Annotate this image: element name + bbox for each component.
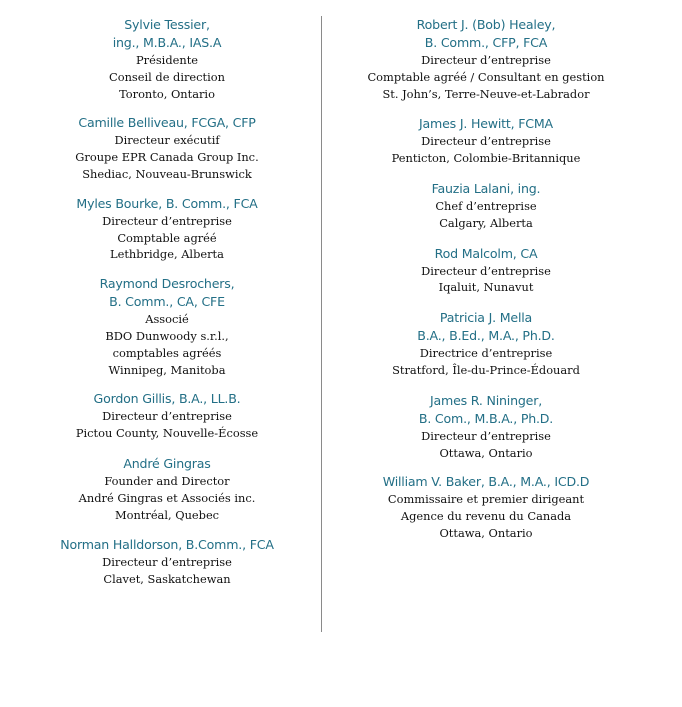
member-detail: Ottawa, Ontario [439, 525, 533, 540]
member-detail: St. John’s, Terre-Neuve-et-Labrador [382, 86, 590, 101]
member-detail: Directeur d’entreprise [102, 213, 232, 228]
member-detail: Directrice d’entreprise [419, 346, 553, 361]
member-detail: Clavet, Saskatchewan [103, 572, 231, 587]
member-detail: Stratford, Île-du-Prince-Édouard [392, 362, 580, 377]
member-detail: Ottawa, Ontario [439, 445, 533, 460]
directory-entry [346, 16, 626, 102]
member-name: B. Comm., CFP, FCA [424, 35, 548, 50]
member-name: William V. Baker, B.A., M.A., ICD.D [382, 474, 590, 490]
member-detail: Penticton, Colombie-Britannique [391, 151, 581, 166]
member-name: Norman Halldorson, B.Comm., FCA [60, 537, 274, 553]
directory-entry [2, 16, 332, 102]
member-name: Myles Bourke, B. Comm., FCA [76, 195, 258, 211]
member-detail: Conseil de direction [109, 69, 225, 84]
member-name: B. Comm., CA, CFE [109, 294, 225, 310]
member-detail: Founder and Director [104, 473, 230, 488]
directory-entry [346, 392, 626, 462]
member-detail: Comptable agréé / Consultant en gestion [367, 69, 605, 84]
member-name: André Gingras [123, 455, 211, 471]
member-name: ing., M.B.A., IAS.A [112, 35, 222, 50]
member-detail: Commissaire et premier dirigeant [387, 492, 585, 507]
directory-entry [2, 455, 332, 523]
member-detail: Associé [145, 312, 189, 327]
member-detail: Iqaluit, Nunavut [438, 280, 534, 295]
directory-entry [2, 536, 332, 588]
member-name: Robert J. (Bob) Healey, [416, 17, 556, 32]
member-name: Camille Belliveau, FCGA, CFP [78, 115, 256, 131]
directory-entry [346, 473, 626, 541]
member-detail: Directeur d’entreprise [421, 134, 551, 149]
directory-entry [2, 390, 332, 442]
member-detail: Directeur d’entreprise [421, 428, 551, 443]
directory-entry [2, 114, 332, 182]
directory-entry [346, 309, 626, 379]
directory-entry [2, 195, 332, 263]
member-detail: Directeur d’entreprise [421, 263, 551, 278]
member-name: Fauzia Lalani, ing. [431, 180, 541, 196]
directory-entry [346, 245, 626, 297]
member-name: James R. Nininger, [429, 392, 543, 408]
directory-entry [346, 115, 626, 167]
directory-entry [346, 180, 626, 232]
member-detail: Montréal, Quebec [114, 507, 220, 522]
member-name: Patricia J. Mella [439, 310, 533, 326]
right-column [346, 16, 626, 542]
member-name: Sylvie Tessier, [124, 17, 210, 32]
member-name: James J. Hewitt, FCMA [419, 116, 553, 132]
member-detail: Winnipeg, Manitoba [108, 362, 226, 377]
member-detail: Toronto, Ontario [119, 86, 215, 101]
column-divider [321, 16, 322, 632]
member-name: Rod Malcolm, CA [434, 245, 538, 261]
member-name: B. Com., M.B.A., Ph.D. [418, 410, 554, 426]
left-column [2, 16, 332, 588]
member-detail: Lethbridge, Alberta [110, 247, 224, 262]
member-detail: Directeur d’entreprise [102, 555, 232, 570]
member-detail: André Gingras et Associés inc. [78, 490, 256, 505]
member-detail: Présidente [135, 53, 199, 67]
member-name: B.A., B.Ed., M.A., Ph.D. [417, 328, 555, 344]
member-detail: Directeur d’entreprise [102, 409, 232, 424]
member-detail: BDO Dunwoody s.r.l., [105, 328, 229, 343]
member-detail: Calgary, Alberta [439, 215, 533, 230]
directory-entry [2, 275, 332, 378]
member-name: Gordon Gillis, B.A., LL.B. [93, 391, 241, 407]
member-detail: Groupe EPR Canada Group Inc. [75, 150, 259, 165]
member-detail: Pictou County, Nouvelle-Écosse [75, 426, 259, 441]
member-detail: Agence du revenu du Canada [400, 509, 572, 524]
member-name: Raymond Desrochers, [99, 276, 235, 292]
member-detail: Shediac, Nouveau-Brunswick [82, 166, 252, 181]
member-detail: comptables agréés [112, 345, 222, 360]
member-detail: Chef d’entreprise [435, 198, 537, 213]
member-detail: Directeur exécutif [114, 133, 220, 148]
member-detail: Directeur d’entreprise [421, 53, 551, 67]
member-detail: Comptable agréé [117, 230, 217, 245]
